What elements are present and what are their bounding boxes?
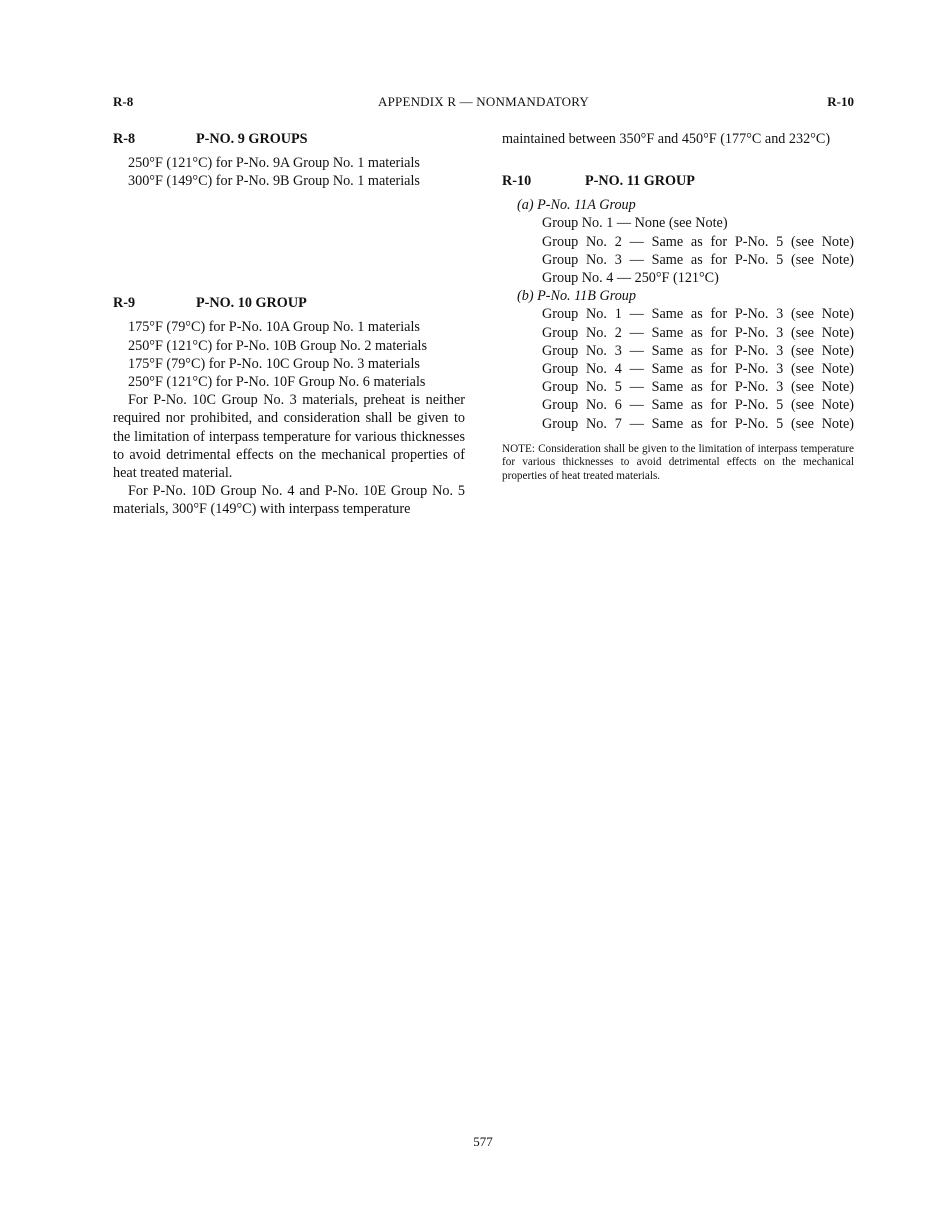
list-item: Group No. 1 — Same as for P-No. 3 (see Note) — [542, 306, 854, 323]
list-item: Group No. 1 — None (see Note) — [542, 215, 728, 232]
running-head-right: R-10 — [827, 94, 854, 109]
list-item: 250°F (121°C) for P-No. 10F Group No. 6 materials — [128, 374, 426, 391]
list-item: Group No. 3 — Same as for P-No. 5 (see Note) — [542, 251, 854, 268]
list-item: Group No. 2 — Same as for P-No. 5 (see Note) — [542, 233, 854, 250]
section-number: R-10 — [502, 173, 532, 190]
section-title: P-NO. 9 GROUPS — [196, 131, 308, 147]
running-head — [113, 94, 854, 112]
list-item: Group No. 4 — Same as for P-No. 3 (see Note) — [542, 361, 854, 378]
list-item: Group No. 6 — Same as for P-No. 5 (see Note) — [542, 397, 854, 414]
note: NOTE: Consideration shall be given to the limitation of interpass temperature for various thicknesses to avoid detrimental effects on the mechanical properties of heat treated materials. — [502, 442, 854, 482]
list-item: 175°F (79°C) for P-No. 10A Group No. 1 materials — [128, 319, 420, 336]
section-number: R-9 — [113, 295, 136, 312]
section-heading-r9 — [113, 294, 465, 312]
list-item: 250°F (121°C) for P-No. 9A Group No. 1 materials — [128, 155, 420, 171]
list-item: Group No. 4 — 250°F (121°C) — [542, 270, 719, 287]
spacer — [113, 190, 465, 294]
page-number: 577 — [473, 1134, 493, 1149]
running-head-left: R-8 — [113, 94, 134, 109]
list-item: Group No. 2 — Same as for P-No. 3 (see Note) — [542, 324, 854, 341]
sublist-label-b: (b) P-No. 11B Group — [517, 288, 636, 305]
section-heading-r8 — [113, 130, 465, 148]
list-item: Group No. 3 — Same as for P-No. 3 (see Note) — [542, 342, 854, 359]
spacer — [502, 148, 854, 172]
list-item: 175°F (79°C) for P-No. 10C Group No. 3 materials — [128, 355, 420, 372]
left-column — [113, 130, 465, 519]
running-head-title: APPENDIX R — NONMANDATORY — [378, 94, 589, 109]
section-title: P-NO. 10 GROUP — [196, 295, 307, 312]
section-title: P-NO. 11 GROUP — [585, 173, 695, 190]
list-item: 300°F (149°C) for P-No. 9B Group No. 1 materials — [128, 173, 420, 190]
list-item: Group No. 5 — Same as for P-No. 3 (see Note) — [542, 379, 854, 396]
list-item: Group No. 7 — Same as for P-No. 5 (see Note) — [542, 415, 854, 432]
right-column — [502, 130, 854, 483]
list-item: 250°F (121°C) for P-No. 10B Group No. 2 materials — [128, 337, 428, 354]
paragraph: For P-No. 10C Group No. 3 materials, preheat is neither required nor prohibited, and consideration shall be given to the limitation of interpass temperature for various thicknesses to avoid detrimental effects on the mechanical properties of heat treated material. — [113, 392, 465, 482]
paragraph: For P-No. 10D Group No. 4 and P-No. 10E Group No. 5 materials, 300°F (149°C) with interpass temperature — [113, 483, 465, 518]
sublist-label-a: (a) P-No. 11A Group — [517, 197, 636, 214]
section-heading-r10 — [502, 172, 854, 190]
section-number: R-8 — [113, 131, 136, 147]
paragraph-continuation: maintained between 350°F and 450°F (177°C and 232°C) — [502, 131, 831, 147]
